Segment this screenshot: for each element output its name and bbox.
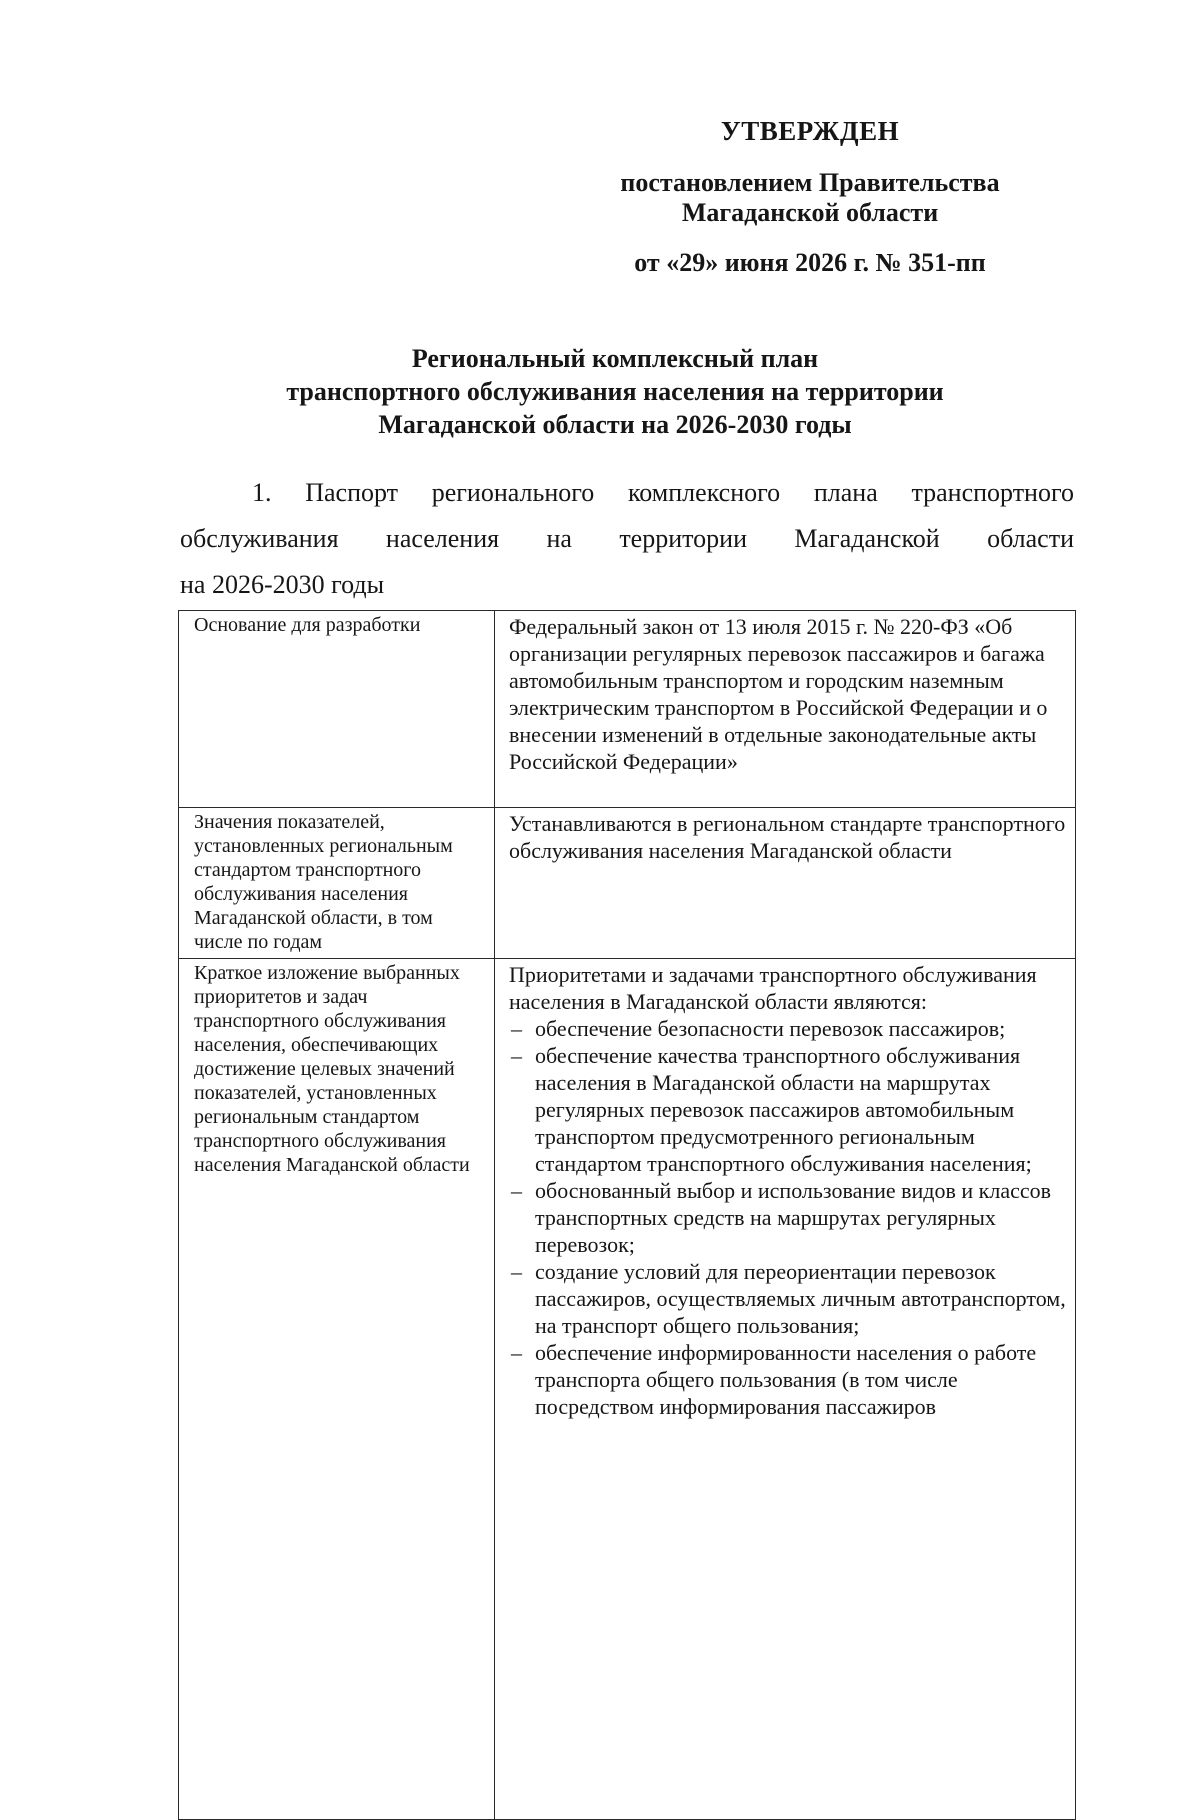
section-heading-line3: на 2026-2030 годы	[180, 570, 385, 599]
approval-authority-line2: Магаданской области	[681, 198, 939, 227]
passport-table	[178, 610, 1076, 1820]
document-title-line3: Магаданской области на 2026-2030 годы	[378, 410, 852, 439]
row-label-basis: Основание для разработки	[179, 611, 495, 808]
approval-authority-line1: постановлением Правительства	[620, 168, 1000, 197]
section-heading-line2: обслуживания населения на территории Магаданской области	[180, 524, 1074, 553]
row-value-priorities	[495, 959, 1076, 1820]
document-title-line2: транспортного обслуживания населения на территории	[286, 377, 944, 406]
approval-title: УТВЕРЖДЕН	[720, 116, 900, 146]
priorities-intro: Приоритетами и задачами транспортного обслуживания населения в Магаданской области являются:	[509, 962, 1037, 1014]
section-heading	[180, 470, 1074, 608]
document-title	[175, 342, 1055, 441]
approval-date-number: от «29» июня 2026 г. № 351-пп	[634, 248, 986, 277]
priorities-list	[509, 1015, 1067, 1420]
row-value-indicators: Устанавливаются в региональном стандарте транспортного обслуживания населения Магаданской области	[495, 808, 1076, 959]
approval-block	[580, 116, 1040, 278]
table-row	[179, 611, 1076, 808]
row-value-basis: Федеральный закон от 13 июля 2015 г. № 220-ФЗ «Об организации регулярных перевозок пассажиров и багажа автомобильным транспортом и городским наземным электрическим транспортом в Российской Федерации и о внесении изменений в отдельные законодательные акты Российской Федерации»	[495, 611, 1076, 808]
row-label-indicators: Значения показателей, установленных региональным стандартом транспортного обслуживания населения Магаданской области, в том числе по годам	[179, 808, 495, 959]
table-row	[179, 959, 1076, 1820]
document-title-line1: Региональный комплексный план	[411, 344, 819, 373]
list-item: – обоснованный выбор и использование видов и классов транспортных средств на маршрутах регулярных перевозок;	[509, 1177, 1067, 1258]
list-item: – обеспечение безопасности перевозок пассажиров;	[509, 1015, 1067, 1042]
list-item: – создание условий для переориентации перевозок пассажиров, осуществляемых личным автотранспортом, на транспорт общего пользования;	[509, 1258, 1067, 1339]
row-label-priorities: Краткое изложение выбранных приоритетов и задач транспортного обслуживания населения, обеспечивающих достижение целевых значений показателей, установленных региональным стандартом транспортного обслуживания населения Магаданской области	[179, 959, 495, 1820]
table-row	[179, 808, 1076, 959]
list-item: – обеспечение качества транспортного обслуживания населения в Магаданской области на маршрутах регулярных перевозок пассажиров автомобильным транспортом предусмотренного региональным стандартом транспортного обслуживания населения;	[509, 1042, 1067, 1177]
list-item: – обеспечение информированности населения о работе транспорта общего пользования (в том числе посредством информирования пассажиров	[509, 1339, 1067, 1420]
section-heading-line1: 1. Паспорт регионального комплексного плана транспортного	[252, 478, 1074, 507]
